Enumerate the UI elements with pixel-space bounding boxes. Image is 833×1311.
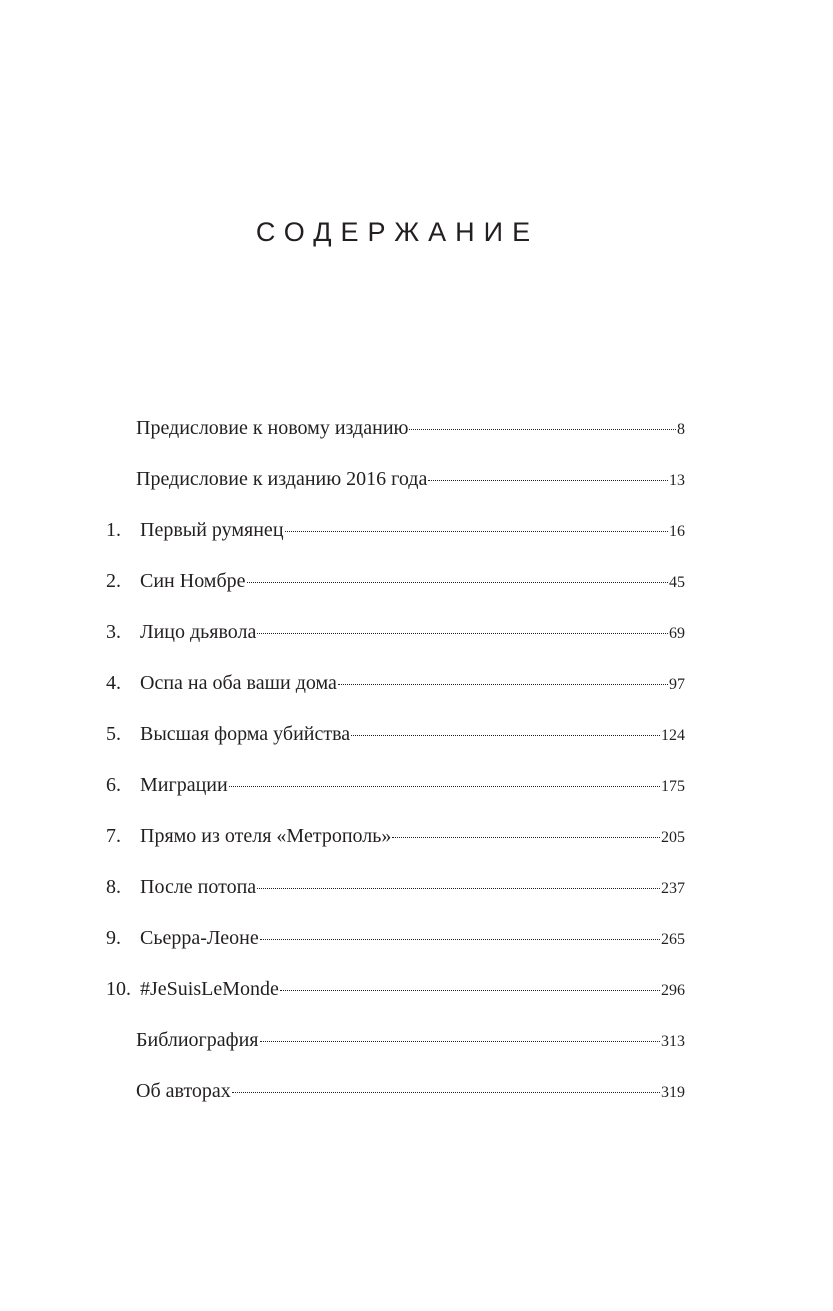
toc-entry-page: 296 xyxy=(661,982,685,999)
toc-entry-number: 4. xyxy=(106,672,121,694)
toc-entry-label: Сьерра-Леоне xyxy=(140,927,259,949)
dot-leader xyxy=(232,1092,660,1093)
toc-entry-number: 10. xyxy=(106,978,131,1000)
toc-entry-page: 13 xyxy=(669,472,685,489)
toc-entry-number: 9. xyxy=(106,927,121,949)
toc-entry-label: Прямо из отеля «Метрополь» xyxy=(140,825,392,847)
toc-entry-label: Высшая форма убийства xyxy=(140,723,351,745)
toc-entry[interactable] xyxy=(0,714,833,765)
toc-entry-label: Об авторах xyxy=(136,1080,231,1102)
dot-leader xyxy=(428,480,668,481)
toc-entry[interactable] xyxy=(0,663,833,714)
dot-leader xyxy=(229,786,660,787)
toc-entry-page: 8 xyxy=(677,421,685,438)
table-of-contents xyxy=(0,408,833,1122)
toc-entry-label: Предисловие к изданию 2016 года xyxy=(136,468,428,490)
toc-entry-label: Миграции xyxy=(140,774,228,796)
dot-leader xyxy=(247,582,668,583)
toc-entry-page: 97 xyxy=(669,676,685,693)
toc-entry-line xyxy=(136,408,685,450)
toc-entry-line xyxy=(140,561,685,603)
toc-entry[interactable] xyxy=(0,408,833,459)
toc-entry[interactable] xyxy=(0,612,833,663)
toc-entry-label: Первый румянец xyxy=(140,519,284,541)
toc-entry-number: 3. xyxy=(106,621,121,643)
toc-entry-page: 237 xyxy=(661,880,685,897)
toc-entry-line xyxy=(140,612,685,654)
dot-leader xyxy=(285,531,668,532)
toc-entry-number: 1. xyxy=(106,519,121,541)
toc-entry-page: 265 xyxy=(661,931,685,948)
toc-entry-label: #JeSuisLeMonde xyxy=(140,978,279,1000)
toc-entry-line xyxy=(136,1020,685,1062)
toc-entry-line xyxy=(140,510,685,552)
toc-entry[interactable] xyxy=(0,561,833,612)
dot-leader xyxy=(338,684,668,685)
toc-entry-number: 8. xyxy=(106,876,121,898)
toc-entry-label: Лицо дьявола xyxy=(140,621,257,643)
toc-entry[interactable] xyxy=(0,918,833,969)
toc-entry-line xyxy=(136,459,685,501)
toc-entry-page: 313 xyxy=(661,1033,685,1050)
dot-leader xyxy=(351,735,660,736)
toc-entry-label: Библиография xyxy=(136,1029,259,1051)
toc-entry-label: Син Номбре xyxy=(140,570,246,592)
toc-entry-number: 5. xyxy=(106,723,121,745)
dot-leader xyxy=(260,1041,661,1042)
toc-entry-page: 69 xyxy=(669,625,685,642)
toc-entry-label: Предисловие к новому изданию xyxy=(136,417,409,439)
toc-entry-page: 205 xyxy=(661,829,685,846)
page-title: СОДЕРЖАНИЕ xyxy=(255,217,540,247)
toc-entry-line xyxy=(140,816,685,858)
toc-entry-line xyxy=(140,867,685,909)
toc-entry-line xyxy=(140,765,685,807)
toc-entry[interactable] xyxy=(0,867,833,918)
toc-entry[interactable] xyxy=(0,510,833,561)
dot-leader xyxy=(257,888,660,889)
toc-entry[interactable] xyxy=(0,765,833,816)
toc-entry-number: 2. xyxy=(106,570,121,592)
dot-leader xyxy=(392,837,660,838)
toc-entry-line xyxy=(136,1071,685,1113)
toc-entry-page: 124 xyxy=(661,727,685,744)
toc-entry-label: Оспа на оба ваши дома xyxy=(140,672,337,694)
toc-entry-page: 175 xyxy=(661,778,685,795)
toc-entry-line xyxy=(140,663,685,705)
toc-entry-page: 16 xyxy=(669,523,685,540)
toc-entry-line xyxy=(140,918,685,960)
toc-entry[interactable] xyxy=(0,1020,833,1071)
toc-entry[interactable] xyxy=(0,816,833,867)
toc-entry-line xyxy=(140,714,685,756)
toc-entry-page: 45 xyxy=(669,574,685,591)
toc-entry[interactable] xyxy=(0,1071,833,1122)
toc-entry-line xyxy=(140,969,685,1011)
dot-leader xyxy=(257,633,668,634)
toc-entry[interactable] xyxy=(0,459,833,510)
toc-entry-number: 6. xyxy=(106,774,121,796)
toc-entry-page: 319 xyxy=(661,1084,685,1101)
toc-entry-number: 7. xyxy=(106,825,121,847)
toc-entry[interactable] xyxy=(0,969,833,1020)
toc-entry-label: После потопа xyxy=(140,876,257,898)
dot-leader xyxy=(260,939,660,940)
dot-leader xyxy=(409,429,676,430)
dot-leader xyxy=(280,990,660,991)
